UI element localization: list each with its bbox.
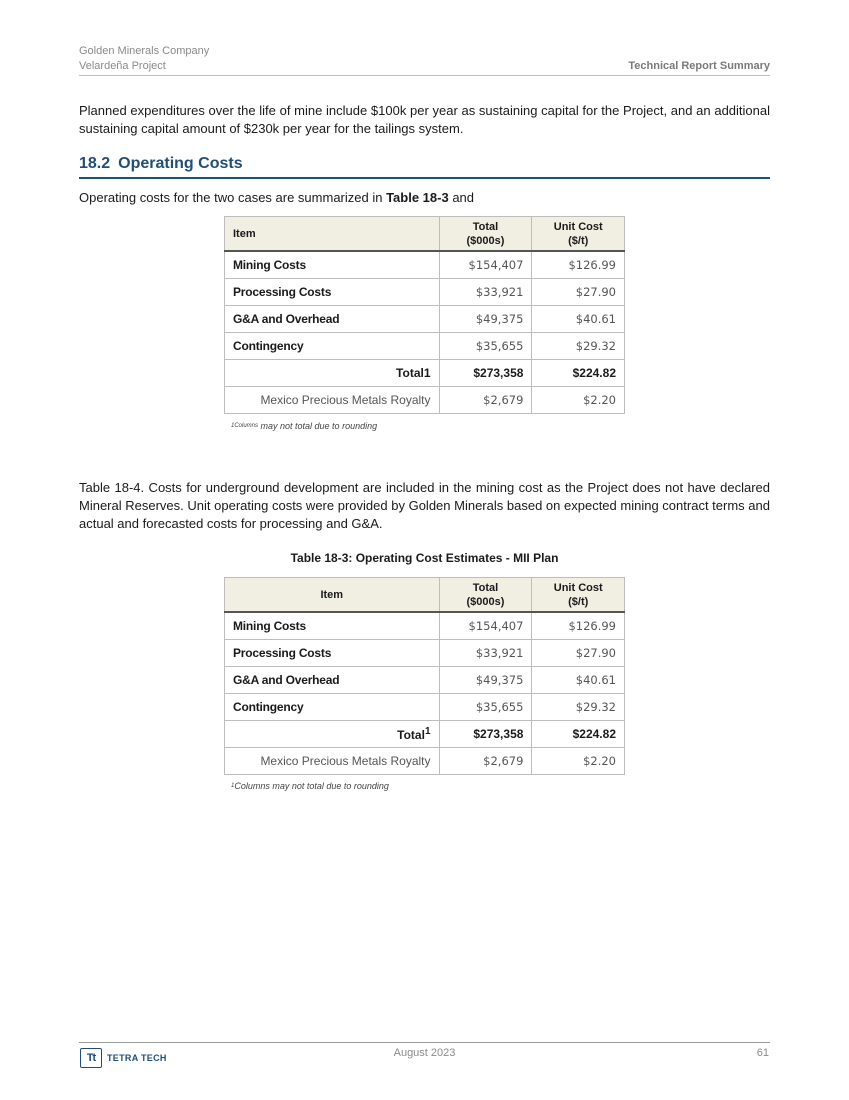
table-total-row <box>225 360 625 387</box>
table-royalty-row <box>225 387 625 414</box>
royalty-label: Mexico Precious Metals Royalty <box>225 387 440 414</box>
operating-cost-table-2 <box>224 577 625 775</box>
total-value: $273,358 <box>439 360 532 387</box>
operating-cost-table-1 <box>224 216 625 414</box>
row-unit-cost: $40.61 <box>532 667 625 694</box>
table-row <box>225 279 625 306</box>
row-item: Contingency <box>225 694 440 721</box>
header-line: ($000s) <box>466 234 505 247</box>
row-total: $154,407 <box>439 251 532 279</box>
table-1-footnote <box>231 421 377 431</box>
table-row <box>225 306 625 333</box>
column-header-unit-cost <box>532 578 625 613</box>
table-header-row <box>225 217 625 252</box>
total-label <box>225 721 440 748</box>
table-reference: Table 18-3 <box>386 190 449 205</box>
total-value: $273,358 <box>439 721 532 748</box>
row-total: $33,921 <box>439 640 532 667</box>
section-title: Operating Costs <box>118 155 243 172</box>
footer-divider <box>79 1042 770 1043</box>
column-header-total <box>439 578 532 613</box>
paragraph-unit-costs: Table 18-4. Costs for underground development are included in the mining cost as the Project does not have declared Mineral Reserves. Unit operating costs were provided by Golden Minerals based on expected mining contract terms and actual and forecasted costs for processing and G&A. <box>79 480 770 531</box>
header-line: Unit Cost <box>553 581 603 594</box>
table-header-row <box>225 578 625 613</box>
header-line: ($000s) <box>466 595 505 608</box>
header-line: Total <box>472 581 499 594</box>
header-company: Golden Minerals Company <box>79 45 210 57</box>
header-line: Total <box>472 220 499 233</box>
page-number: 61 <box>756 1047 769 1059</box>
total-footnote-mark: 1 <box>424 726 431 737</box>
total-unit-cost: $224.82 <box>532 721 625 748</box>
total-unit-cost: $224.82 <box>532 360 625 387</box>
royalty-total: $2,679 <box>439 748 532 775</box>
table-2-footnote <box>231 781 389 791</box>
paragraph-text: and <box>448 190 475 205</box>
row-unit-cost: $126.99 <box>532 612 625 640</box>
table-royalty-row <box>225 748 625 775</box>
table-row <box>225 694 625 721</box>
royalty-label: Mexico Precious Metals Royalty <box>225 748 440 775</box>
total-label: Total1 <box>225 360 440 387</box>
total-label-text: Total <box>397 728 425 742</box>
row-item: G&A and Overhead <box>225 306 440 333</box>
header-line: Unit Cost <box>553 220 603 233</box>
logo-mark-icon: Tt <box>80 1048 102 1068</box>
row-item: Mining Costs <box>225 251 440 279</box>
paragraph-sustaining-capital: Planned expenditures over the life of mine include $100k per year as sustaining capital for the Project, and an additional sustaining capital amount of $230k per year for the tailings system. <box>79 103 770 136</box>
section-number: 18.2 <box>79 155 111 172</box>
row-unit-cost: $126.99 <box>532 251 625 279</box>
header-line: ($/t) <box>568 234 589 247</box>
footer-date: August 2023 <box>393 1047 456 1059</box>
row-total: $49,375 <box>439 667 532 694</box>
table-total-row <box>225 721 625 748</box>
row-total: $33,921 <box>439 279 532 306</box>
row-item: Processing Costs <box>225 640 440 667</box>
paragraph-operating-costs-intro <box>79 189 770 207</box>
row-item: Mining Costs <box>225 612 440 640</box>
logo-text: TETRA TECH <box>107 1053 167 1063</box>
footnote-mark: 1Columns <box>231 423 259 429</box>
column-header-item: Item <box>225 578 440 613</box>
royalty-unit-cost: $2.20 <box>532 748 625 775</box>
royalty-unit-cost: $2.20 <box>532 387 625 414</box>
table-caption: Table 18-3: Operating Cost Estimates - MII Plan <box>290 551 559 565</box>
header-project: Velardeña Project <box>79 60 166 72</box>
table-row <box>225 251 625 279</box>
header-divider <box>79 75 770 76</box>
row-total: $35,655 <box>439 694 532 721</box>
column-header-total <box>439 217 532 252</box>
section-heading <box>79 155 243 173</box>
royalty-total: $2,679 <box>439 387 532 414</box>
row-unit-cost: $27.90 <box>532 279 625 306</box>
table-row <box>225 333 625 360</box>
table-row <box>225 640 625 667</box>
paragraph-text: Operating costs for the two cases are summarized in <box>79 190 387 205</box>
table-row <box>225 667 625 694</box>
row-item: Contingency <box>225 333 440 360</box>
row-unit-cost: $40.61 <box>532 306 625 333</box>
row-total: $49,375 <box>439 306 532 333</box>
column-header-item: Item <box>225 217 440 252</box>
header-report-title: Technical Report Summary <box>628 60 770 72</box>
row-unit-cost: $27.90 <box>532 640 625 667</box>
section-divider <box>79 177 770 179</box>
row-unit-cost: $29.32 <box>532 333 625 360</box>
table-row <box>225 612 625 640</box>
header-line: ($/t) <box>568 595 589 608</box>
row-item: G&A and Overhead <box>225 667 440 694</box>
row-unit-cost: $29.32 <box>532 694 625 721</box>
column-header-unit-cost <box>532 217 625 252</box>
row-total: $154,407 <box>439 612 532 640</box>
footnote-text: may not total due to rounding <box>258 421 378 431</box>
row-total: $35,655 <box>439 333 532 360</box>
row-item: Processing Costs <box>225 279 440 306</box>
footnote-mark: 1 <box>231 783 235 789</box>
footnote-text: Columns may not total due to rounding <box>234 781 389 791</box>
